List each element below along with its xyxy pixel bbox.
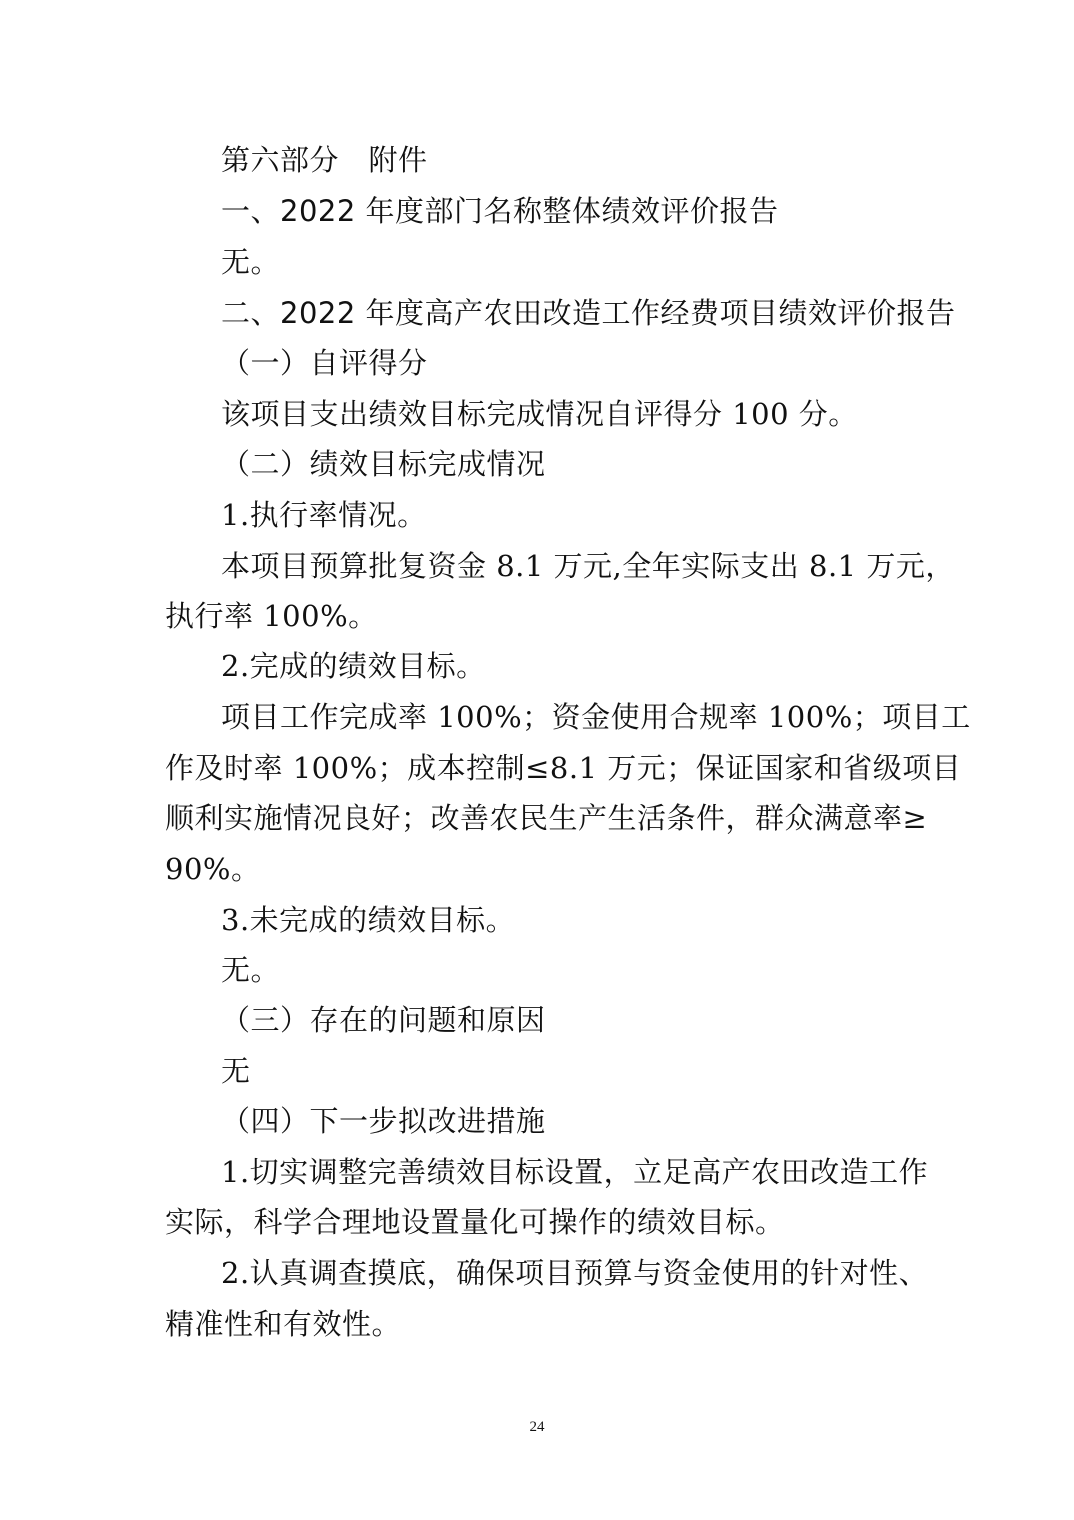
measure2-line2: 精准性和有效性。: [165, 1307, 402, 1341]
measure1-line1: 1.切实调整完善绩效目标设置，立足高产农田改造工作: [221, 1155, 929, 1189]
section2-title: 二、2022 年度高产农田改造工作经费项目绩效评价报告: [221, 296, 956, 330]
item3-title: 3.未完成的绩效目标。: [221, 903, 516, 937]
item3-body: 无。: [221, 953, 281, 987]
sub2-title: （二）绩效目标完成情况: [221, 447, 546, 481]
part-title: 第六部分 附件: [221, 143, 428, 177]
page-number: 24: [529, 1419, 545, 1435]
section1-title: 一、2022 年度部门名称整体绩效评价报告: [221, 194, 779, 228]
sub3-title: （三）存在的问题和原因: [221, 1003, 546, 1037]
item2-body-line1: 项目工作完成率 100%；资金使用合规率 100%；项目工: [221, 700, 971, 734]
measure2-line1: 2.认真调查摸底，确保项目预算与资金使用的针对性、: [221, 1256, 929, 1290]
item1-body-line1: 本项目预算批复资金 8.1 万元,全年实际支出 8.1 万元，: [221, 549, 955, 583]
item2-body-line4: 90%。: [165, 852, 261, 886]
section1-body: 无。: [221, 245, 281, 279]
item2-body-line3: 顺利实施情况良好；改善农民生产生活条件，群众满意率≥: [165, 801, 928, 835]
measure1-line2: 实际，科学合理地设置量化可操作的绩效目标。: [165, 1205, 785, 1239]
item1-title: 1.执行率情况。: [221, 498, 427, 532]
item1-body-line2: 执行率 100%。: [165, 599, 378, 633]
item2-body-line2: 作及时率 100%；成本控制≤8.1 万元；保证国家和省级项目: [165, 751, 962, 785]
sub4-title: （四）下一步拟改进措施: [221, 1104, 546, 1138]
sub3-body: 无: [221, 1054, 251, 1088]
item2-title: 2.完成的绩效目标。: [221, 649, 486, 683]
sub1-title: （一）自评得分: [221, 346, 428, 380]
sub1-body: 该项目支出绩效目标完成情况自评得分 100 分。: [221, 397, 858, 431]
